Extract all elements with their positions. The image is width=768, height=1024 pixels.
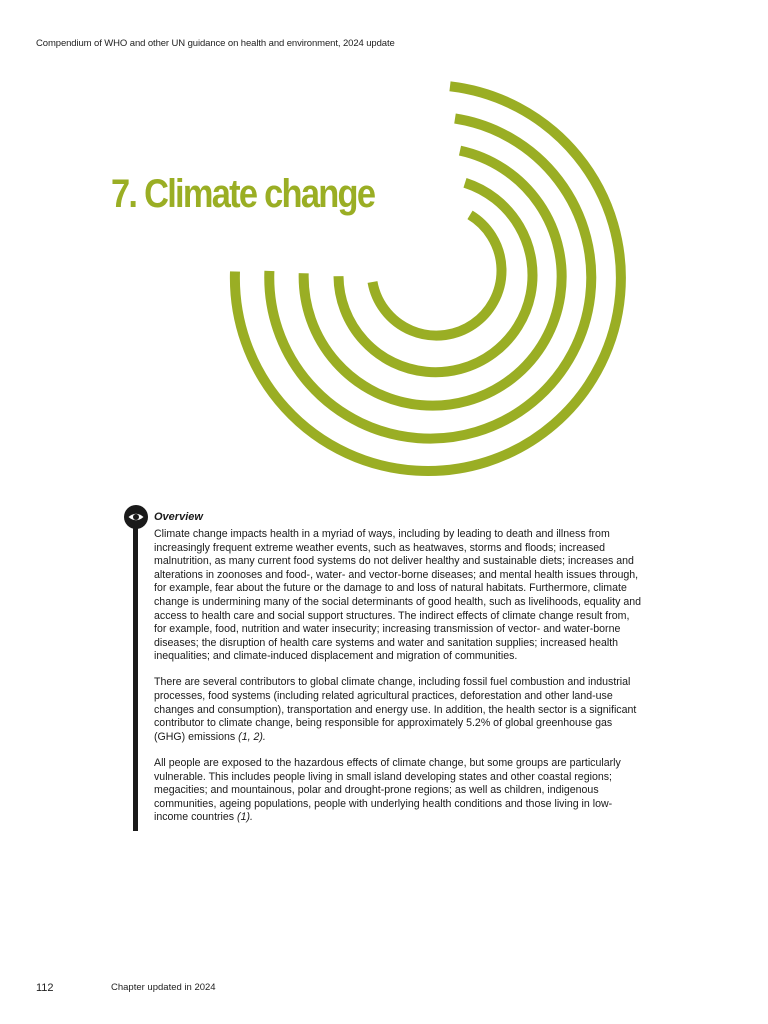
overview-paragraph-3: All people are exposed to the hazardous effects of climate change, but some groups are particularly vulnerable. This includes people living in small island developing states and other coastal regions; megacities; and mountainous, polar and drought-prone regions; as well as children, indigenous communities, ageing populations, people with underlying health conditions and those living in low-income countries (1). <box>154 756 621 824</box>
arc-4 <box>269 119 591 439</box>
page-number: 112 <box>36 982 54 994</box>
overview-paragraph-1: Climate change impacts health in a myriad of ways, including by leading to death and illness from increasingly frequent extreme weather events, such as heatwaves, storms and floods; increased malnutrition, as many current food systems do not deliver healthy and sustainable diets; increases and alterations in zoonoses and food-, water- and vector-borne diseases; and mental health issues through, for example, fear about the future or the damage to and loss of natural habitats. Furthermore, climate change is undermining many of the social determinants of good health, such as livelihoods, equality and access to health care and social support structures. The indirect effects of climate change result from, for example, food, nutrition and water insecurity; increasing transmission of vector- and water-borne diseases; the disruption of health care systems and water and sanitation supplies; increased health inequalities; and climate-induced displacement and migration of communities. <box>154 528 642 663</box>
citation-ref: (1). <box>234 811 253 824</box>
overview-heading: Overview <box>154 511 203 523</box>
running-header: Compendium of WHO and other UN guidance on health and environment, 2024 update <box>36 38 395 49</box>
footer-note: Chapter updated in 2024 <box>111 982 216 993</box>
chapter-title: 7. Climate change <box>111 172 375 216</box>
overview-paragraph-2: There are several contributors to global climate change, including fossil fuel combustion and industrial processes, food systems (including related agricultural practices, deforestation and other land-use changes and consumption), transportation and energy use. In addition, the health sector is a significant contributor to climate change, being responsible for approximately 5.2% of global greenhouse gas (GHG) emissions (1, 2). <box>154 676 637 743</box>
citation-ref: (1, 2). <box>235 730 266 743</box>
overview-body <box>154 528 642 837</box>
arc-1 <box>373 215 502 336</box>
overview-sidebar-rule <box>133 524 138 831</box>
